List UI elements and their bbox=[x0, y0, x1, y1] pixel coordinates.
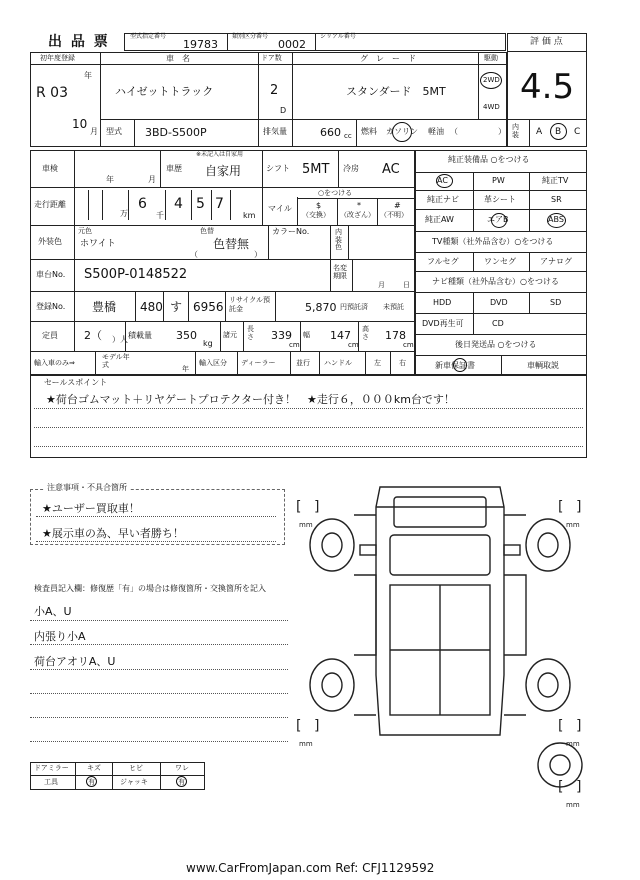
height-value: 178 bbox=[385, 329, 406, 342]
class-value: 0002 bbox=[278, 38, 306, 51]
name-change-label: 名変期限 bbox=[333, 264, 347, 281]
inspector-line-2: 内張り小A bbox=[34, 630, 86, 643]
height-unit: cm bbox=[403, 341, 414, 349]
import-class-label: 輸入区分 bbox=[199, 359, 227, 367]
wheel-front-right bbox=[526, 519, 570, 571]
odo-tamper: （改ざん） bbox=[340, 211, 375, 219]
mile-label: マイル bbox=[268, 204, 292, 213]
type-cert-label: 型式指定番号 bbox=[130, 33, 167, 40]
chassis-label: 車台No. bbox=[36, 270, 66, 279]
width-unit: cm bbox=[348, 341, 359, 349]
first-reg-year: R 03 bbox=[36, 85, 68, 101]
equip-title: 純正装備品 ○をつける bbox=[448, 155, 530, 164]
reg-kana: す bbox=[170, 300, 183, 314]
color-orig-value: ホワイト bbox=[80, 239, 116, 249]
mileage-digit-1: 6 bbox=[138, 196, 147, 212]
tv-fullseg: フルセグ bbox=[427, 257, 459, 266]
length-label: 長さ bbox=[247, 325, 254, 341]
eq-abs: ABS bbox=[548, 215, 564, 224]
serial-label: シリアル番号 bbox=[320, 33, 356, 40]
recycle-unit: 円預託済 bbox=[340, 303, 368, 311]
tv-title: TV種類（社外品含む）○をつける bbox=[432, 237, 554, 246]
doc-warranty: 新車保証書 bbox=[435, 361, 475, 370]
usage-label: 車歴 bbox=[166, 164, 182, 173]
diagram-mm-fl: mm bbox=[299, 521, 313, 529]
legend-jack-circle bbox=[176, 776, 187, 787]
eq-airbag-circle bbox=[491, 213, 507, 228]
recycle-not: 未預託 bbox=[383, 303, 404, 311]
first-reg-label: 初年度登録 bbox=[40, 54, 75, 62]
usage-note: ※未記入は自家用 bbox=[196, 151, 244, 158]
doc-manual: 車輌取説 bbox=[527, 361, 559, 370]
note-line-1: ★ユーザー買取車！ bbox=[42, 502, 140, 515]
left-mirror bbox=[360, 545, 376, 555]
first-reg-month: 10 bbox=[72, 117, 88, 131]
svg-text:[: [ bbox=[558, 499, 564, 515]
eq-sr: SR bbox=[551, 195, 562, 204]
mileage-digit-2: 4 bbox=[174, 196, 183, 212]
door-d: D bbox=[280, 106, 287, 115]
odo-note: ○をつける bbox=[318, 189, 353, 197]
capacity-value: 2（ bbox=[84, 329, 102, 342]
eq-pw: PW bbox=[492, 176, 505, 185]
displacement-label: 排気量 bbox=[263, 127, 287, 136]
svg-text:]: ] bbox=[576, 779, 582, 795]
svg-text:[: [ bbox=[296, 499, 302, 515]
eq-navi: 純正ナビ bbox=[427, 195, 459, 204]
name-change-month: 月 bbox=[378, 281, 385, 289]
capacity-unit: ）人 bbox=[112, 335, 128, 344]
navi-cd: CD bbox=[492, 319, 504, 328]
svg-text:[: [ bbox=[558, 718, 564, 734]
wheel-rear-left bbox=[310, 659, 354, 711]
interior-b: B bbox=[555, 127, 562, 137]
month-unit: 月 bbox=[90, 127, 98, 136]
light-oil: 軽油 bbox=[428, 127, 444, 136]
import-label: 輸入車のみ⇒ bbox=[34, 359, 75, 367]
chassis-value: S500P-0148522 bbox=[84, 267, 188, 282]
odo-swap-symbol: $ bbox=[316, 201, 322, 210]
inspector-line-3: 荷台アオリA、U bbox=[34, 655, 116, 668]
dims-label: 諸元 bbox=[223, 331, 237, 339]
legend-tools-value: 有 bbox=[88, 778, 95, 786]
color-no-label: カラーNo. bbox=[272, 227, 310, 236]
tv-oneseg: ワンセグ bbox=[484, 257, 516, 266]
legend-crack: ヒビ bbox=[129, 764, 143, 772]
eq-aw: 純正AW bbox=[425, 215, 454, 224]
windshield bbox=[390, 535, 490, 575]
interior-c: C bbox=[574, 127, 581, 137]
ac-label: 冷房 bbox=[343, 164, 359, 173]
note-line-2: ★展示車の為、早い者勝ち！ bbox=[42, 527, 184, 540]
reg-area: 豊橋 bbox=[92, 300, 117, 314]
sales-text: ★荷台ゴムマット＋リヤゲートプロテクター付き！ ★走行６，０００km台です！ bbox=[46, 393, 455, 406]
wheel-rear-right bbox=[526, 659, 570, 711]
displacement-value: 660 bbox=[320, 126, 341, 139]
svg-text:]: ] bbox=[576, 718, 582, 734]
recycle-label: リサイクル預託金 bbox=[229, 296, 271, 314]
width-value: 147 bbox=[330, 329, 351, 342]
model-label: 型式 bbox=[106, 127, 122, 136]
eq-airbag: エアB bbox=[487, 215, 509, 224]
length-value: 339 bbox=[271, 329, 292, 342]
tv-analog: アナログ bbox=[540, 257, 572, 266]
svg-text:]: ] bbox=[314, 718, 320, 734]
legend-jack: ジャッキ bbox=[120, 778, 148, 786]
fuel-value: ガソリン bbox=[386, 127, 418, 136]
model-value: 3BD-S500P bbox=[145, 126, 207, 139]
height-label: 高さ bbox=[362, 325, 369, 341]
inspection-month-unit: 月 bbox=[148, 175, 156, 184]
car-name: ハイゼットトラック bbox=[115, 85, 214, 98]
odo-swap: （交換） bbox=[302, 211, 330, 219]
color-now-value: 色替無 bbox=[213, 237, 250, 251]
diagram-mm-spare: mm bbox=[566, 801, 580, 809]
eq-tv: 純正TV bbox=[542, 176, 569, 185]
footer-ref: www.CarFromJapan.com Ref: CFJ1129592 bbox=[186, 861, 435, 875]
load-unit: kg bbox=[203, 339, 213, 348]
notes-label: 注意事項・不具合箇所 bbox=[44, 484, 130, 492]
capacity-label: 定員 bbox=[42, 331, 58, 340]
inspection-year-unit: 年 bbox=[106, 175, 114, 184]
fuel-paren: （ ） bbox=[450, 127, 506, 136]
grade-label: グ レ ー ド bbox=[360, 54, 416, 63]
svg-text:]: ] bbox=[314, 499, 320, 515]
color-paren: （ ） bbox=[190, 250, 262, 259]
mileage-label: 走行距離 bbox=[34, 200, 66, 209]
legend-tools: 工具 bbox=[44, 778, 58, 786]
odo-tamper-symbol: * bbox=[357, 201, 361, 210]
class-label: 類別区分番号 bbox=[232, 33, 269, 40]
svg-text:[: [ bbox=[296, 718, 302, 734]
svg-text:[: [ bbox=[558, 779, 564, 795]
legend-break: ワレ bbox=[175, 764, 189, 772]
usage-value: 自家用 bbox=[205, 164, 242, 178]
eq-ac: AC bbox=[437, 176, 448, 185]
mileage-digit-4: 7 bbox=[215, 196, 224, 212]
fuel-label: 燃料 bbox=[361, 127, 377, 136]
model-year-unit: 年 bbox=[182, 365, 189, 373]
interior-color-label: 内装色 bbox=[335, 228, 342, 252]
load-value: 350 bbox=[176, 329, 197, 342]
grade-value: スタンダード 5MT bbox=[346, 85, 446, 98]
navi-hdd: HDD bbox=[433, 298, 452, 307]
shift-label: シフト bbox=[266, 164, 290, 173]
wheel-front-left bbox=[310, 519, 354, 571]
fuel-circle bbox=[392, 122, 412, 142]
eq-leather: 革シート bbox=[484, 195, 516, 204]
odo-unknown-symbol: # bbox=[394, 201, 401, 210]
cab-roof bbox=[394, 497, 486, 527]
legend-jack-value: 有 bbox=[178, 778, 185, 786]
diagram-mm-rl: mm bbox=[299, 740, 313, 748]
mileage-km: km bbox=[243, 211, 256, 220]
handle-label: ハンドル bbox=[324, 359, 352, 367]
door-count: 2 bbox=[270, 83, 279, 98]
sheet-title: 出 品 票 bbox=[48, 34, 110, 50]
reg-label: 登録No. bbox=[36, 302, 66, 311]
mileage-sen: 千 bbox=[156, 211, 164, 220]
drive-label: 駆動 bbox=[484, 54, 498, 62]
mileage-digit-3: 5 bbox=[196, 196, 205, 212]
model-year-label: モデル年式 bbox=[102, 353, 130, 369]
year-unit: 年 bbox=[84, 71, 92, 80]
type-cert-value: 19783 bbox=[183, 38, 218, 51]
interior-label: 内装 bbox=[512, 123, 519, 139]
rating-value: 4.5 bbox=[520, 67, 575, 107]
parallel: 並行 bbox=[296, 359, 310, 367]
right-mirror bbox=[504, 545, 520, 555]
navi-sd: SD bbox=[550, 298, 562, 307]
inspector-line-1: 小A、U bbox=[34, 605, 72, 618]
color-label: 外装色 bbox=[38, 237, 62, 246]
door-label: ドア数 bbox=[261, 54, 282, 62]
navi-dvd: DVD bbox=[490, 298, 508, 307]
load-label: 積載量 bbox=[128, 331, 152, 340]
width-label: 幅 bbox=[303, 331, 310, 339]
inspector-label: 検査員記入欄：修復歴「有」の場合は修復箇所・交換箇所を記入 bbox=[34, 584, 266, 593]
doc-warranty-circle bbox=[453, 358, 467, 372]
sales-label: セールスポイント bbox=[44, 378, 108, 387]
color-now-label: 色替 bbox=[200, 227, 214, 235]
handle-right: 右 bbox=[399, 359, 406, 367]
diagram-mm-fr: mm bbox=[566, 521, 580, 529]
handle-left: 左 bbox=[374, 359, 381, 367]
diagram-mm-rr: mm bbox=[566, 740, 580, 748]
odo-unknown: （不明） bbox=[380, 211, 408, 219]
length-unit: cm bbox=[289, 341, 300, 349]
dealer: ディーラー bbox=[241, 359, 276, 367]
drive-circle bbox=[480, 72, 502, 89]
legend-scratch: キズ bbox=[87, 764, 101, 772]
cc-unit: cc bbox=[344, 132, 352, 140]
navi-title: ナビ種類（社外品含む）○をつける bbox=[432, 277, 559, 286]
doc-title: 後日発送品 ○をつける bbox=[455, 340, 537, 349]
shift-value: 5MT bbox=[302, 162, 330, 177]
rating-label: 評 価 点 bbox=[530, 37, 563, 47]
drive-4wd: 4WD bbox=[483, 103, 500, 111]
legend-mirror: ドアミラー bbox=[34, 764, 69, 772]
interior-a: A bbox=[536, 127, 543, 137]
recycle-value: 5,870 bbox=[305, 301, 337, 314]
name-label: 車 名 bbox=[166, 54, 190, 63]
reg-number: 6956 bbox=[193, 300, 224, 314]
svg-text:]: ] bbox=[576, 499, 582, 515]
legend-tools-circle bbox=[86, 776, 97, 787]
eq-abs-circle bbox=[547, 213, 566, 228]
ac-value: AC bbox=[382, 162, 400, 177]
mileage-man: 万 bbox=[120, 209, 128, 218]
drive-2wd: 2WD bbox=[483, 76, 500, 84]
reg-class: 480 bbox=[140, 300, 163, 314]
color-orig-label: 元色 bbox=[78, 227, 92, 235]
navi-dvd-play: DVD再生可 bbox=[422, 319, 464, 328]
interior-circle bbox=[550, 123, 567, 140]
eq-ac-circle bbox=[436, 174, 453, 188]
vehicle-damage-diagram bbox=[290, 475, 590, 810]
name-change-day: 日 bbox=[403, 281, 410, 289]
inspection-label: 車検 bbox=[42, 164, 58, 173]
